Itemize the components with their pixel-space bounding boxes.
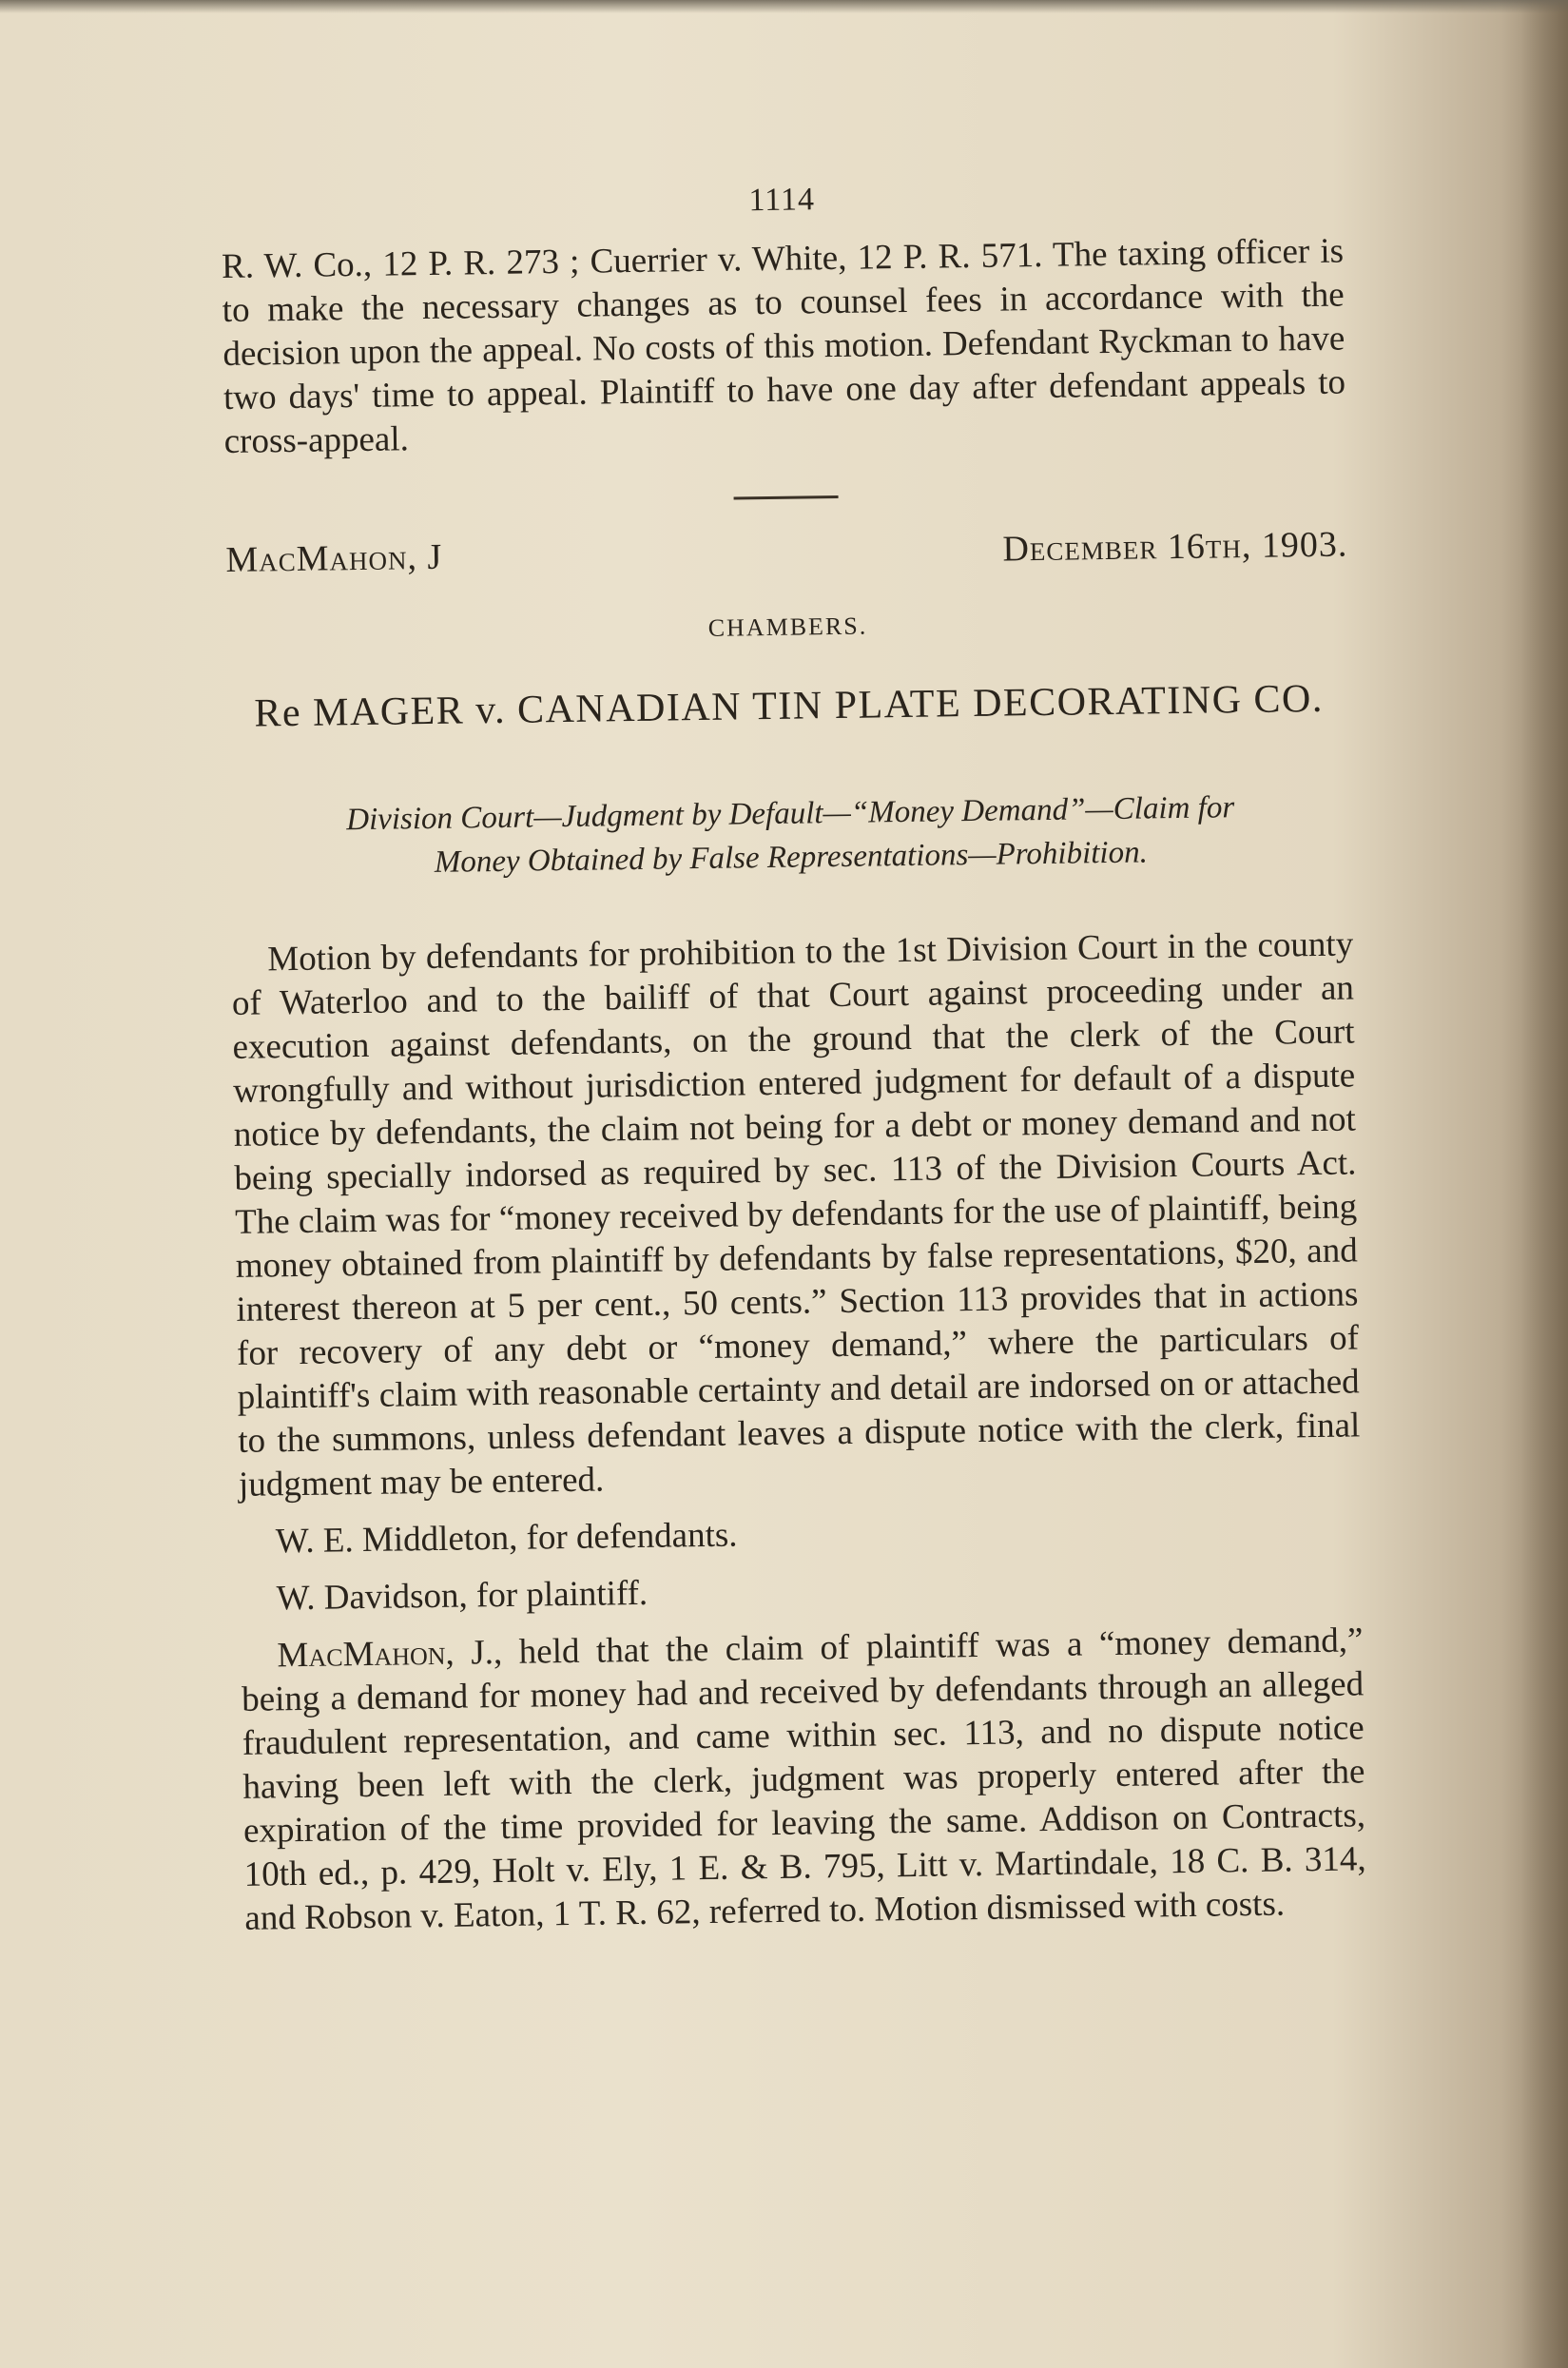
- holding-judge: MacMahon, J.,: [277, 1633, 503, 1676]
- binding-shadow: [1501, 0, 1568, 2368]
- page-number: 1114: [748, 182, 816, 219]
- judge-name: MacMahon, J: [225, 536, 443, 580]
- counsel-defendants: W. E. Middleton, for defendants.: [275, 1515, 738, 1562]
- motion-paragraph: Motion by defendants for prohibition to the 1st Division Court in the county of Waterloo and to the bailiff of that Court against proceeding under an execution against defendants, on the ground that the clerk of the Court wrongfully and without jurisdiction entered judgment for default of a dispute notice by defendants, the claim not being for a debt or money demand and not being specially indorsed as required by sec. 113 of the Division Courts Act. The claim was for “money received by defendants for the use of plaintiff, being money obtained from plaintiff by defendants by false representations, $20, and interest thereon at 5 per cent., 50 cents.” Section 113 provides that in actions for recovery of any debt or “money demand,” where the particulars of plaintiff's claim with reasonable certainty and detail are indorsed on or attached to the summons, unless defendant leaves a dispute notice with the clerk, final judgment may be entered.: [231, 924, 1361, 1504]
- page-content: [221, 175, 1367, 1941]
- case-title: Re MAGER v. CANADIAN TIN PLATE DECORATING CO.: [254, 676, 1325, 736]
- counsel-plaintiff: W. Davidson, for plaintiff.: [276, 1573, 648, 1619]
- headnote-line-2: Money Obtained by False Representations—Prohibition.: [434, 835, 1149, 880]
- holding-text: held that the claim of plaintiff was a “money demand,” being a demand for money had and received by defendants through an alleged fraudulent representation, and came within sec. 113, and no dispute notice having been left with the clerk, judgment was properly entered after the expiration of the time provided for leaving the same. Addison on Contracts, 10th ed., p. 429, Holt v. Ely, 1 E. & B. 795, Litt v. Martindale, 18 C. B. 314, and Robson v. Eaton, 1 T. R. 62, referred to. Motion dismissed with costs.: [241, 1621, 1366, 1938]
- section-divider: [734, 495, 839, 500]
- dateline: [225, 523, 1347, 580]
- carryover-paragraph: R. W. Co., 12 P. R. 273 ; Cuerrier v. White, 12 P. R. 571. The taxing officer is to make the necessary changes as to counsel fees in accordance with the decision upon the appeal. No costs of this motion. Defendant Ryckman to have two days' time to appeal. Plaintiff to have one day after defendant appeals to cross-appeal.: [221, 231, 1346, 461]
- decision-date: December 16th, 1903.: [1002, 524, 1348, 570]
- holding-paragraph: [241, 1619, 1366, 1940]
- venue-label: CHAMBERS.: [707, 611, 868, 642]
- page-top-edge: [0, 0, 1568, 13]
- headnote: [229, 784, 1352, 886]
- headnote-line-1: Division Court—Judgment by Default—“Money Demand”—Claim for: [345, 790, 1235, 838]
